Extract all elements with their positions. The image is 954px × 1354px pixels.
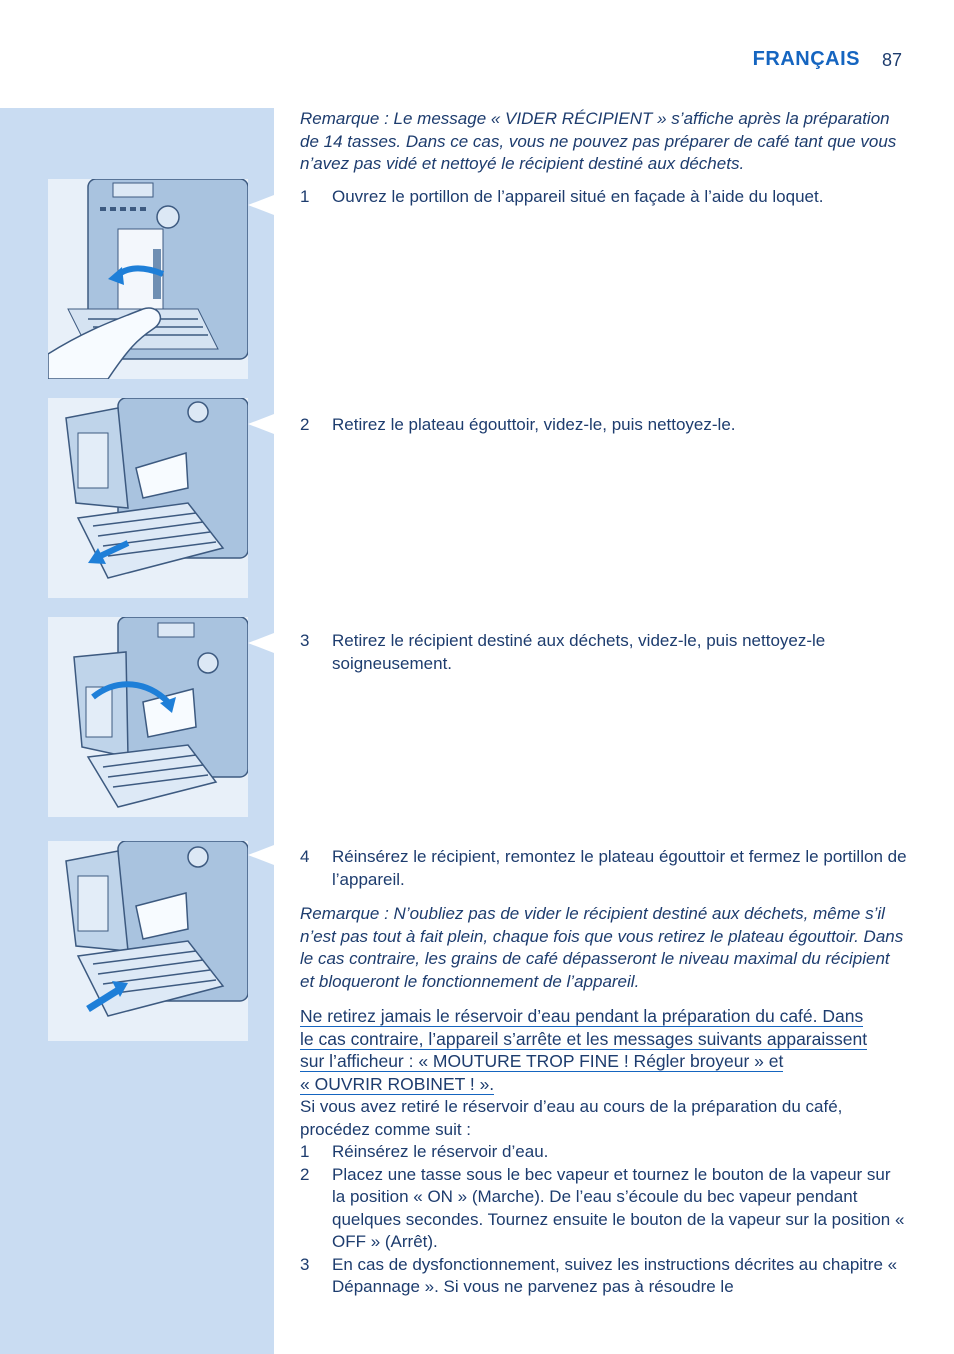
step-number: 4 (300, 847, 310, 866)
figure-pointer (248, 414, 274, 434)
list-item (300, 1141, 908, 1164)
list-item (300, 1254, 908, 1299)
warning-line: Ne retirez jamais le réservoir d’eau pendant la préparation du café. Dans (300, 1006, 864, 1026)
step-text: Ouvrez le portillon de l’appareil situé en façade à l’aide du loquet. (332, 187, 824, 206)
warning-line: le cas contraire, l’appareil s’arrête et les messages suivants apparaissent (300, 1028, 868, 1049)
warning-line: « OUVRIR ROBINET ! ». (300, 1073, 495, 1094)
note-top: Remarque : Le message « VIDER RÉCIPIENT » s’affiche après la préparation de 14 tasses. Dans ce cas, vous ne pouvez pas préparer de café tant que vous n’avez pas vidé et nettoyé le récipient destiné aux déchets. (300, 109, 897, 173)
figure-pointer (248, 845, 274, 865)
warning-line: sur l’afficheur : « MOUTURE TROP FINE ! Régler broyeur » et (300, 1051, 784, 1071)
list-number: 3 (300, 1254, 310, 1274)
list-text: Réinsérez le réservoir d’eau. (332, 1142, 549, 1161)
figure-remove-drip-tray (48, 398, 248, 598)
step-text: Retirez le récipient destiné aux déchets, videz-le, puis nettoyez-le soigneusement. (332, 631, 826, 673)
step-number: 1 (300, 187, 310, 206)
figure-open-door (48, 179, 248, 379)
intro-text: Si vous avez retiré le réservoir d’eau au cours de la préparation du café, procédez comme suit : (300, 1097, 843, 1139)
step-number: 2 (300, 415, 310, 434)
figure-remove-waste-container (48, 617, 248, 817)
step-2 (300, 414, 908, 437)
figure-pointer (248, 633, 274, 653)
list-text: Placez une tasse sous le bec vapeur et tournez le bouton de la vapeur sur la position « ON » (Marche). De l’eau s’écoule du bec vapeur pendant quelques secondes. Tournez ensuite le bouton de la vapeur sur la position « OFF » (Arrêt). (332, 1164, 905, 1251)
step-text: Retirez le plateau égouttoir, videz-le, puis nettoyez-le. (332, 415, 736, 434)
list-text: En cas de dysfonctionnement, suivez les instructions décrites au chapitre « Dépannage ». Si vous ne parvenez pas à résoudre le (332, 1254, 898, 1296)
step-number: 3 (300, 631, 310, 650)
note-bottom: Remarque : N’oubliez pas de vider le récipient destiné aux déchets, même s’il n’est pas tout à fait plein, chaque fois que vous retirez le plateau égouttoir. Dans le cas contraire, les grains de café dépasseront le niveau maximal du récipient et bloqueront le fonctionnement de l’appareil. (300, 904, 904, 991)
step-4 (300, 846, 908, 891)
list-number: 1 (300, 1142, 310, 1161)
language-heading: FRANÇAIS (752, 48, 860, 70)
step-text: Réinsérez le récipient, remontez le plateau égouttoir et fermez le portillon de l’appareil. (332, 847, 907, 889)
figure-pointer (248, 195, 274, 215)
step-3 (300, 630, 908, 675)
procedure-list (300, 1141, 908, 1299)
warning-block (300, 1005, 908, 1095)
page-number: 87 (882, 50, 903, 70)
figure-reinsert-tray (48, 841, 248, 1041)
list-item (300, 1164, 908, 1254)
list-number: 2 (300, 1164, 310, 1184)
step-1 (300, 186, 908, 209)
